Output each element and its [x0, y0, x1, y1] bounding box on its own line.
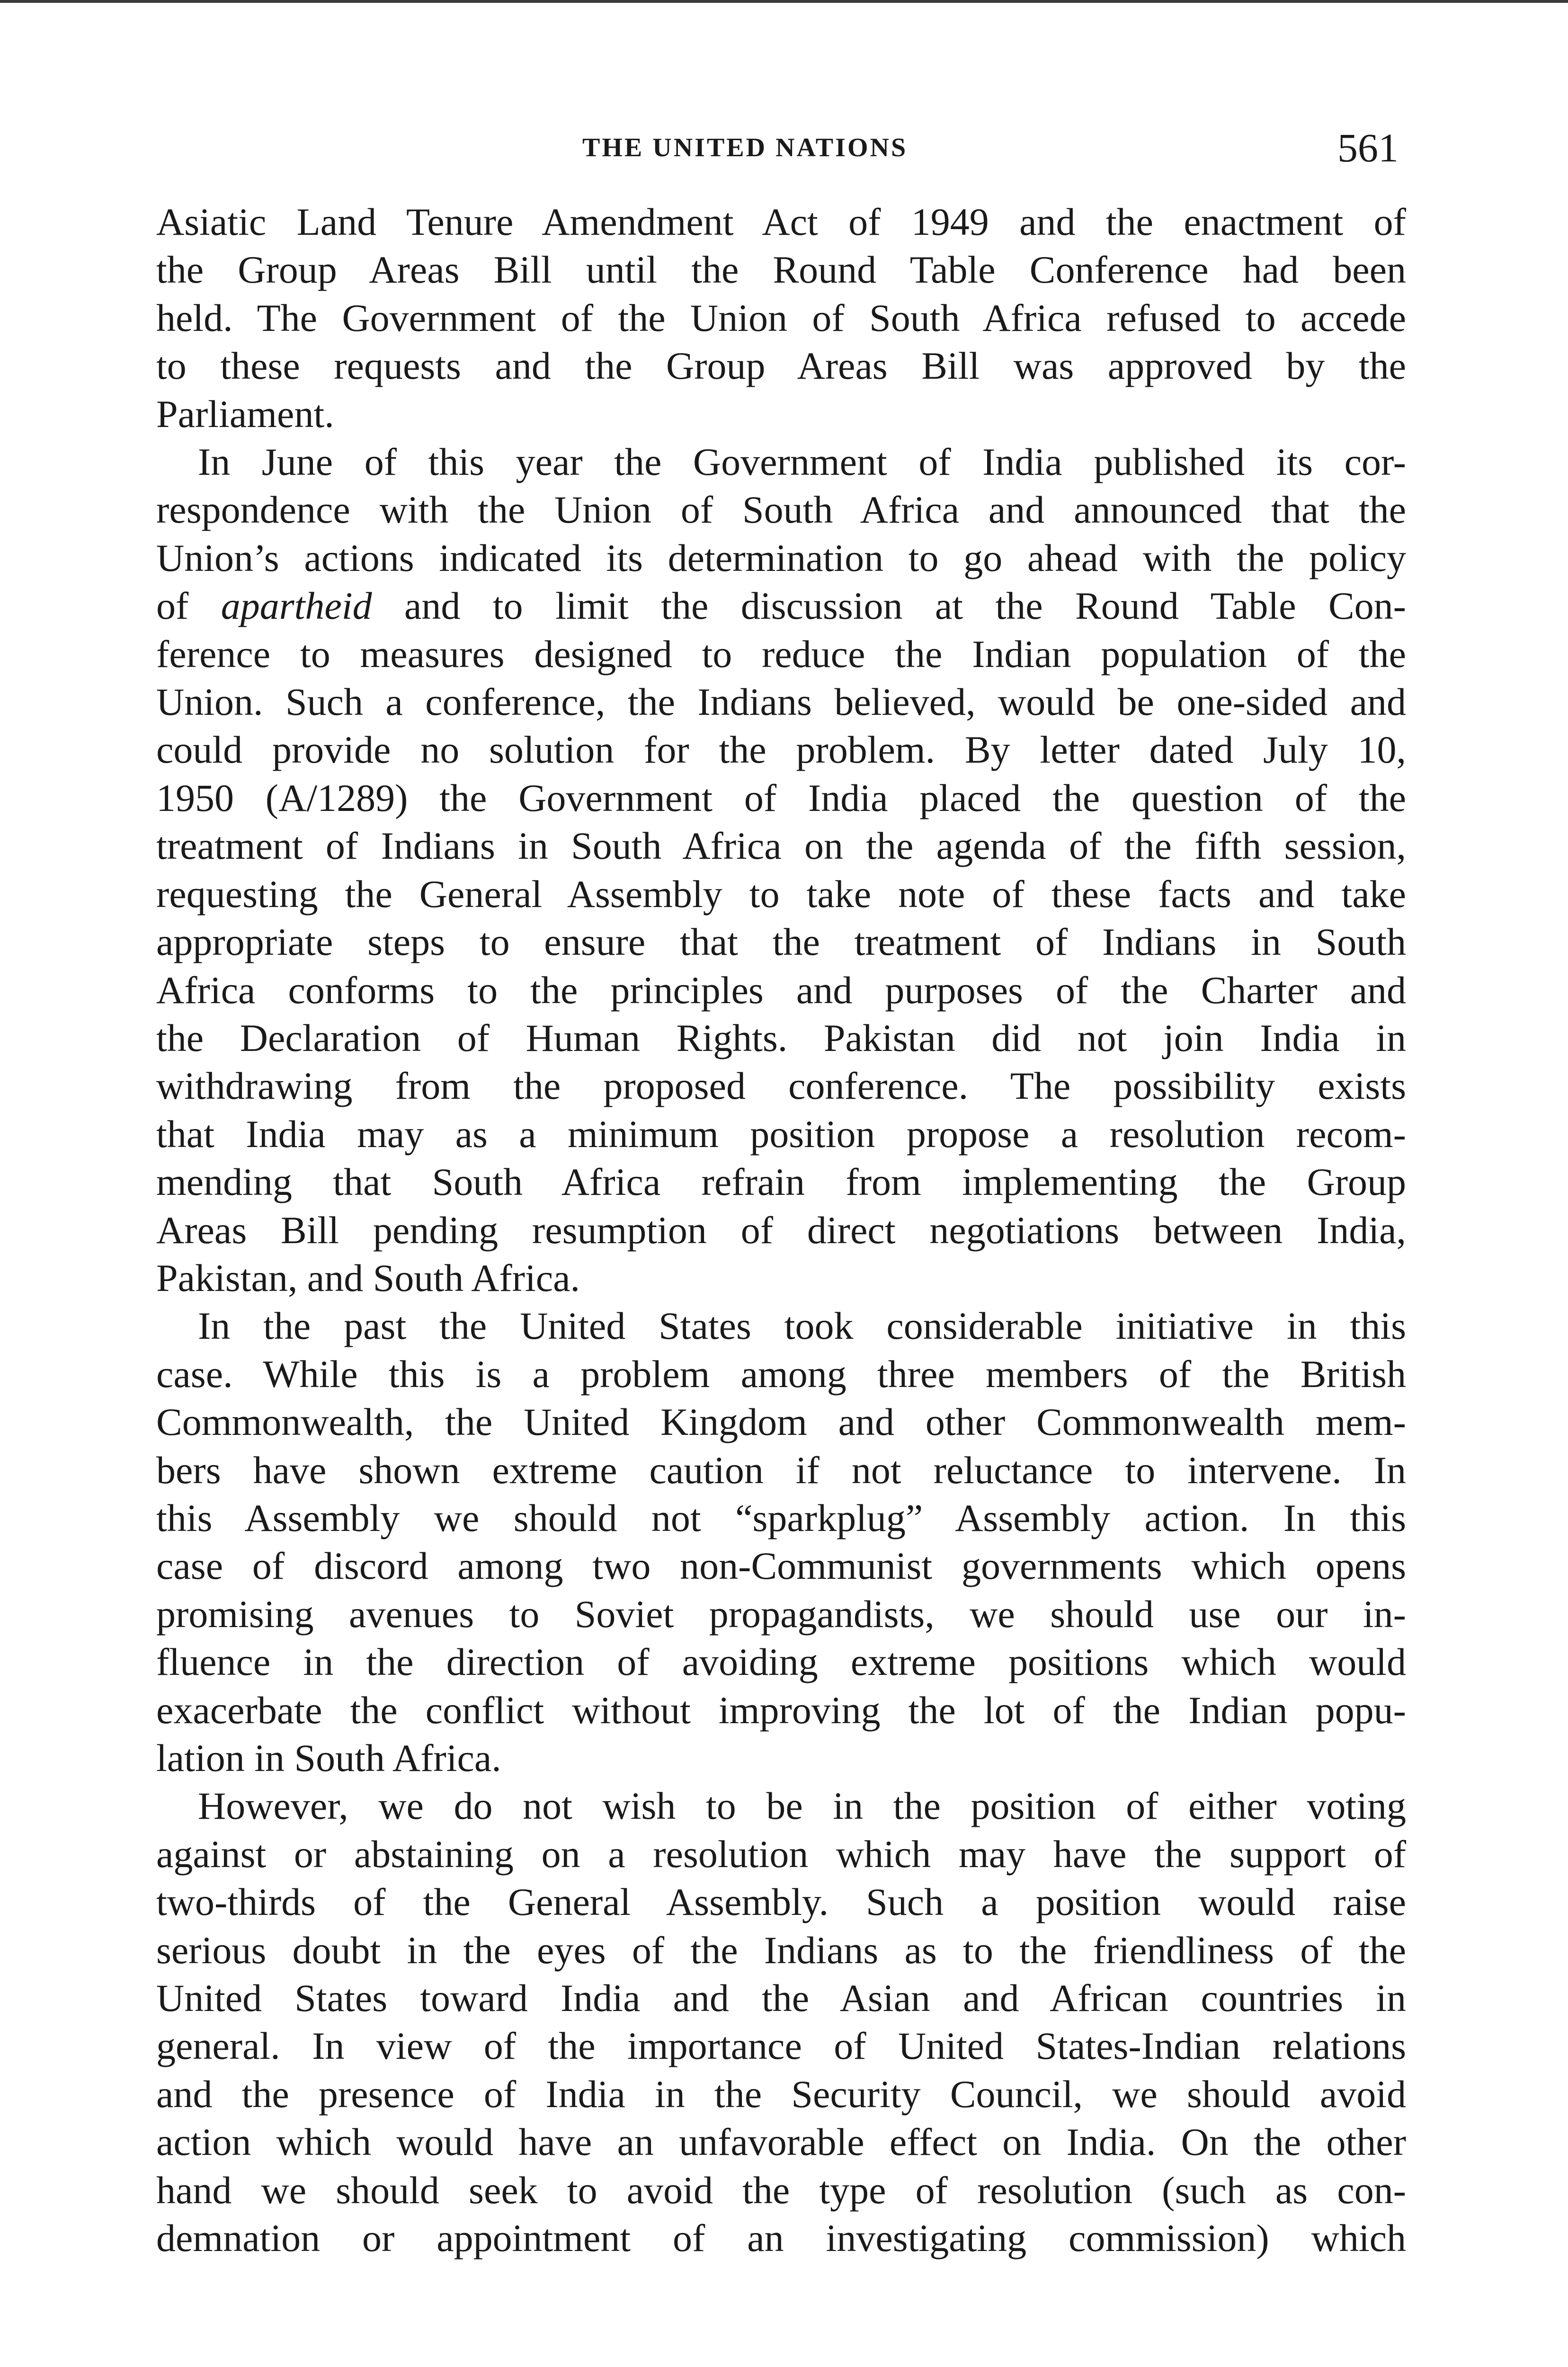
text-line: respondence with the Union of South Africa and announced that the: [156, 488, 1406, 532]
text-line: the Declaration of Human Rights. Pakistan did not join India in: [156, 1016, 1406, 1059]
text-line: Pakistan, and South Africa.: [156, 1256, 580, 1299]
text-line: action which would have an unfavorable effect on India. On the other: [156, 2120, 1406, 2164]
text-line: serious doubt in the eyes of the Indians as to the friendliness of the: [156, 1928, 1406, 1972]
text-line: to these requests and the Group Areas Bill was approved by the: [156, 344, 1406, 388]
text-line: case. While this is a problem among three members of the British: [156, 1352, 1406, 1396]
text-line: against or abstaining on a resolution which may have the support of: [156, 1832, 1406, 1876]
page-body: [156, 198, 1406, 2262]
paragraph-1: [156, 198, 1406, 438]
text-line: Africa conforms to the principles and purposes of the Charter and: [156, 968, 1406, 1012]
text-line: ference to measures designed to reduce the Indian population of the: [156, 632, 1406, 676]
text-line: bers have shown extreme caution if not reluctance to intervene. In: [156, 1448, 1406, 1492]
top-border-rule: [0, 0, 1568, 3]
text-line: held. The Government of the Union of South Africa refused to accede: [156, 296, 1406, 339]
text-line: this Assembly we should not “sparkplug” Assembly action. In this: [156, 1496, 1406, 1539]
paragraph-2: [156, 438, 1406, 1302]
text-line-with-italic: of apartheid and to limit the discussion at the Round Table Con-: [156, 584, 1406, 628]
text-line: Union’s actions indicated its determination to go ahead with the policy: [156, 536, 1406, 579]
text-line: In June of this year the Government of India published its cor-: [198, 440, 1406, 484]
text-line: Parliament.: [156, 392, 334, 436]
italic-term: apartheid: [221, 584, 372, 628]
text-line: Areas Bill pending resumption of direct negotiations between India,: [156, 1208, 1406, 1252]
text-line: Union. Such a conference, the Indians believed, would be one-sided and: [156, 680, 1406, 724]
text-line: the Group Areas Bill until the Round Table Conference had been: [156, 248, 1406, 292]
text-line: However, we do not wish to be in the position of either voting: [198, 1784, 1406, 1828]
text-line: United States toward India and the Asian and African countries in: [156, 1976, 1406, 2020]
running-title: THE UNITED NATIONS: [582, 133, 908, 162]
text-line: that India may as a minimum position propose a resolution recom-: [156, 1112, 1406, 1156]
text-line: In the past the United States took considerable initiative in this: [198, 1304, 1406, 1348]
text-line: withdrawing from the proposed conference. The possibility exists: [156, 1064, 1406, 1108]
text-line: and the presence of India in the Security Council, we should avoid: [156, 2072, 1406, 2116]
text-line: lation in South Africa.: [156, 1736, 501, 1780]
running-header: [0, 124, 1568, 170]
paragraph-3: [156, 1302, 1406, 1782]
page-number: 561: [1337, 125, 1399, 170]
text-line: promising avenues to Soviet propagandists, we should use our in-: [156, 1592, 1406, 1636]
text-line: mending that South Africa refrain from implementing the Group: [156, 1160, 1406, 1204]
text-line: two-thirds of the General Assembly. Such a position would raise: [156, 1880, 1406, 1924]
text-line: could provide no solution for the problem. By letter dated July 10,: [156, 728, 1406, 772]
text-line: hand we should seek to avoid the type of resolution (such as con-: [156, 2168, 1406, 2212]
text-line: Asiatic Land Tenure Amendment Act of 1949 and the enactment of: [156, 200, 1406, 243]
text-line: appropriate steps to ensure that the treatment of Indians in South: [156, 920, 1406, 964]
text-line: Commonwealth, the United Kingdom and other Commonwealth mem-: [156, 1400, 1406, 1444]
text-line: treatment of Indians in South Africa on the agenda of the fifth session,: [156, 824, 1406, 868]
text-line: demnation or appointment of an investigating commission) which: [156, 2216, 1406, 2260]
paragraph-4: [156, 1782, 1406, 2262]
text-line: 1950 (A/1289) the Government of India placed the question of the: [156, 776, 1406, 819]
text-line: exacerbate the conflict without improving the lot of the Indian popu-: [156, 1688, 1406, 1732]
text-line: case of discord among two non-Communist governments which opens: [156, 1544, 1406, 1588]
text-line: fluence in the direction of avoiding extreme positions which would: [156, 1640, 1406, 1684]
text-line: general. In view of the importance of United States-Indian relations: [156, 2024, 1406, 2068]
text-line: requesting the General Assembly to take note of these facts and take: [156, 872, 1406, 916]
